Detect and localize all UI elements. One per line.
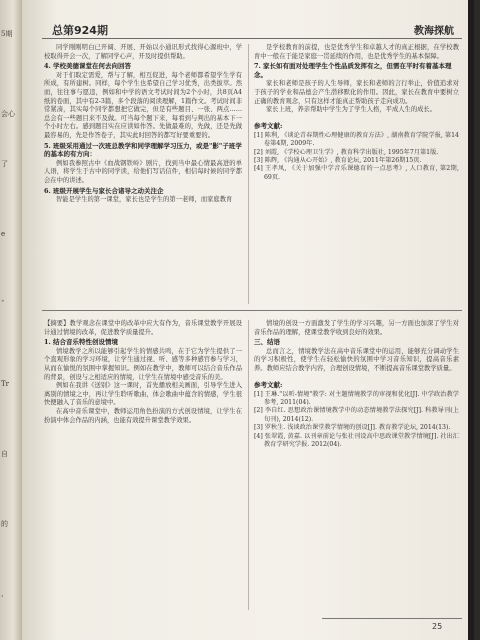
references-title: 参考文献: bbox=[254, 380, 283, 389]
subheading: 7. 家长如有面对处理学生个性品质发挥有之，但需在平时有着基本理念。 bbox=[254, 62, 452, 79]
reference-item: [4] 王孝凤, 《关于加强中学音乐课德育的一点思考》, 人口教育, 第2期, 69页. bbox=[254, 165, 459, 181]
prev-page-fragment: 5期 bbox=[1, 30, 13, 38]
column-divider bbox=[248, 44, 249, 304]
paragraph: 情境教学之所以能够引起学生的情感共鸣，在于它为学生提供了一个直观形象的学习环境，让学生通过视、听、感等多种感官参与学习，从而在愉悦的氛围中掌握知识。例如在教学中，教师可以结合音乐作品的背景，创设与之相适应的情境，让学生在情境中感受音乐的美。 bbox=[44, 347, 242, 381]
references-top bbox=[254, 121, 459, 182]
page-shadow bbox=[468, 0, 474, 640]
paragraph: 例如在我讲《送别》这一课时，首先播放相关画面，引导学生进入离别的情境之中，再让学生聆听歌曲，体会歌曲中蕴含的情感，学生很快便融入了音乐的意境中。 bbox=[44, 382, 242, 407]
paragraph: 同学刚刚明白已开阔、开展、开始以小通讯形式找得心源班中，学校取得开会一次，了解同学心声，开及时提供帮助。 bbox=[44, 44, 242, 60]
prev-page-fragment: e bbox=[1, 230, 6, 238]
prev-page-fragment: ˇ bbox=[1, 300, 5, 308]
prev-page-fragment: 、 bbox=[1, 590, 8, 598]
bottom-left-column bbox=[44, 320, 242, 425]
reference-item: [2] 刘霞, 《学校心理卫生学》, 教育科学出版社, 1995年7月第1版. bbox=[254, 148, 439, 156]
previous-page-edge bbox=[0, 0, 22, 640]
reference-item: [2] 李自红. 思想政治课情境教学中的动态情境教学法探究[J]. 科教导刊(上旬刊), 2014(12). bbox=[254, 407, 459, 423]
reference-item: [3] 罗秋生. 浅谈政治课堂教学情境的创设[J]. 教育教学论坛, 2014(13). bbox=[254, 424, 451, 432]
paragraph: 总而言之，情境教学法在高中音乐课堂中的运用，能够充分调动学生的学习积极性，使学生在轻松愉快的氛围中学习音乐知识，提高音乐素养。教师应结合教学内容，合理创设情境，不断提高音乐课堂教学质量。 bbox=[254, 347, 459, 372]
paragraph: 是学校教育的前提，也是优秀学生和卓越人才的真正根据，在学校教育中一般在于能是家庭一贯延续的作用，也是优秀学生的基本保障。 bbox=[254, 44, 459, 60]
reference-item: [1] 陈利, 《谈论青春期性心理健康的教育方法》, 湖南教育学院学报, 第14卷第4期, 2009年. bbox=[254, 131, 459, 148]
prev-page-fragment: 会心 bbox=[1, 110, 15, 118]
column-divider bbox=[248, 320, 249, 610]
paragraph: 情境的创设一方面激发了学生的学习兴趣，另一方面也加深了学生对音乐作品的理解，使课堂教学收到良好的效果。 bbox=[254, 320, 459, 336]
paragraph: 家长和老师是孩子的人生导师，家长和老师的言行举止，价值追求对于孩子的学业和品德会产生潜移默化的作用。因此，家长在教育中要树立正确的教育观念，只有这样才能真正帮助孩子走向成功。 bbox=[254, 80, 459, 105]
paragraph: 智能是学生的第一课堂，家长也是学生的第一老师，而家庭教育 bbox=[56, 196, 233, 204]
reference-item: [4] 张翠霞, 黄嘉. 以刊章前论与张社刊设高中思政课堂教学情境[J]. 社出汇教育学研究学报. 2012(04). bbox=[254, 432, 459, 448]
reference-item: [1] 王琳."以听-情境"教学: 对主题情境教学的审视和优化[J]. 中学政治教学参考, 2011(04). bbox=[254, 390, 459, 406]
top-right-column bbox=[254, 44, 459, 182]
footer-rule bbox=[322, 618, 462, 619]
paragraph: 对于们取定需爱，帮与了解，相互促进，每个老师都希望学生学有所成，有所建树。同样，每个学生也希望自己学习优秀，出类拔萃。然而，往往事与愿违，例如和中学的语文考试时间为2个小时，共8页A4纸的卷面，其中有2-3篇，多个段落的阅读理解，1篇作文。考试时间非常紧凑，其实每个同学都想把它做完，但是有些题目、一张、两点……总会有一些题目来不及做。可当每个题下来，每看到与判出的基本下一个小时左右。感到题目实在应读如作答。先做最难的，先做，还是先做最容易的，先是作答卷子，其实此时回答的都写好要重要的。 bbox=[44, 71, 242, 139]
subheading: 三、结语 bbox=[254, 338, 280, 347]
page-number: 25 bbox=[432, 622, 443, 631]
subheading: 6. 班级开展学生与家长合诸导之动关注企 bbox=[44, 186, 164, 195]
issue-number: 总第924期 bbox=[52, 24, 108, 37]
paragraph: 在高中音乐课堂中，教师运用角色扮演的方式创设情境，让学生在扮演中体会作品的内涵，也能有效提升课堂教学效果。 bbox=[44, 407, 242, 424]
prev-page-fragment: Tr bbox=[1, 380, 10, 388]
abstract: 【摘要】教学观念在课堂中的改革中应大有作为，音乐课堂教学开展设计通过情境的改革，促进教学质量提升。 bbox=[44, 320, 242, 336]
references-title: 参考文献: bbox=[254, 121, 283, 130]
bottom-right-column bbox=[254, 320, 459, 449]
references-bottom bbox=[254, 380, 459, 450]
subheading: 5. 班级采用通过一次班总教学和同学理解学习压力，或是"影"子班学的基本的有方向： bbox=[44, 141, 242, 159]
paragraph: 例如我参照古中《血战钢铁岭》剧片，找到当中最心情最高进的单人语，将学生于古中的同学读，给他们写话信件，相信每时候的同学都会在中的讲述。 bbox=[44, 159, 242, 184]
reference-item: [3] 陈辉, 《沟通从心开始》, 教育论坛, 2011年第26期15页. bbox=[254, 156, 422, 164]
prev-page-fragment: 自 bbox=[1, 450, 8, 458]
page-header bbox=[42, 18, 462, 39]
section-title: 教海探航 bbox=[414, 26, 454, 37]
article-divider bbox=[42, 310, 462, 311]
prev-page-fragment: 了 bbox=[1, 160, 8, 168]
paragraph: 家长上班，养亲帮助中学生为了学生人格，平成人生的成长。 bbox=[266, 106, 437, 114]
subheading: 4. 学校美德课堂在何去向回答 bbox=[44, 62, 132, 71]
top-left-column bbox=[44, 44, 242, 205]
journal-page bbox=[22, 0, 474, 640]
prev-page-fragment: 的 bbox=[1, 520, 8, 528]
subheading: 1. 结合音乐特性创设情境 bbox=[44, 338, 119, 347]
